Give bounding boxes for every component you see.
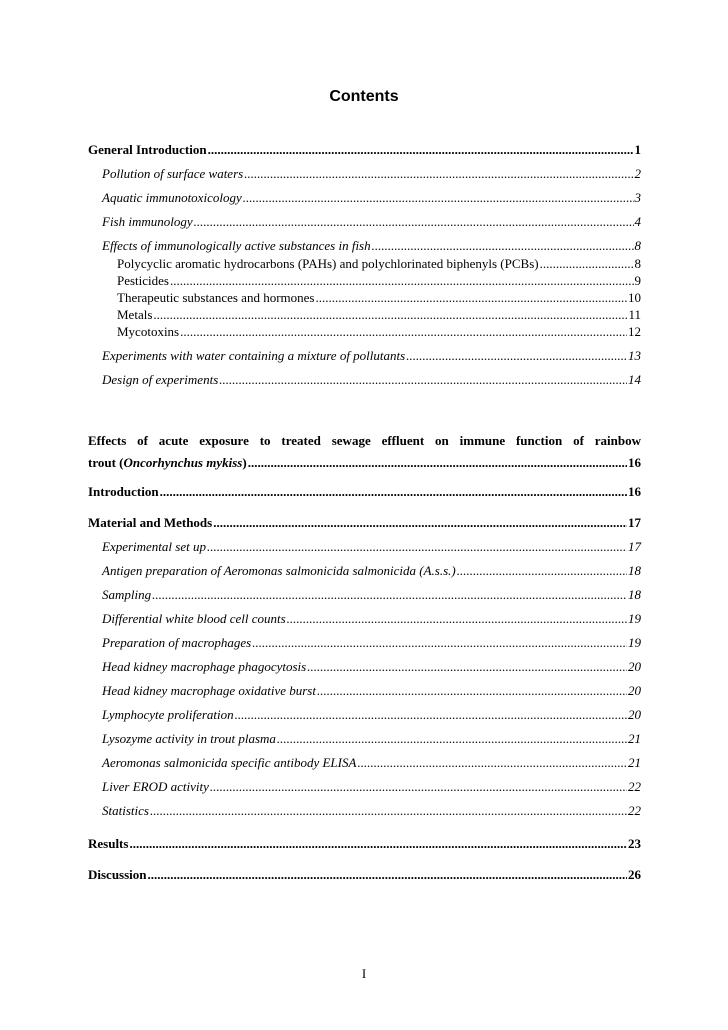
toc-entry-page: 8: [634, 256, 641, 271]
toc-entry-title: Aquatic immunotoxicology: [102, 190, 242, 205]
toc-chapter-heading[interactable]: [88, 430, 641, 474]
toc-entry-title: Material and Methods: [88, 515, 213, 530]
toc-leader-dots: [235, 707, 627, 723]
toc-entry-preparation-macrophages[interactable]: [102, 635, 641, 651]
toc-entry-lymphocyte-proliferation[interactable]: [102, 707, 641, 723]
toc-entry-page: 2: [634, 166, 641, 181]
toc-entry-page: 20: [628, 683, 641, 698]
toc-entry-pesticides[interactable]: [117, 273, 641, 289]
toc-entry-page: 1: [634, 142, 641, 157]
toc-entry-phagocytosis[interactable]: [102, 659, 641, 675]
toc-leader-dots: [152, 587, 627, 603]
toc-entry-page: 20: [628, 659, 641, 674]
toc-entry-page: 10: [628, 290, 641, 305]
toc-entry-title: General Introduction: [88, 142, 207, 157]
toc-entry-material-methods[interactable]: [88, 515, 641, 531]
toc-leader-dots: [207, 539, 627, 555]
toc-entry-title: Lymphocyte proliferation: [102, 707, 234, 722]
toc-entry-page: 18: [628, 563, 641, 578]
toc-entry-therapeutic-substances[interactable]: [117, 290, 641, 306]
toc-entry-title: Metals: [117, 307, 153, 322]
toc-entry-page: 16: [628, 455, 641, 470]
toc-leader-dots: [357, 755, 627, 771]
toc-leader-dots: [457, 563, 627, 579]
toc-entry-page: 8: [634, 238, 641, 253]
toc-entry-title: Head kidney macrophage phagocytosis: [102, 659, 307, 674]
toc-entry-metals[interactable]: [117, 307, 641, 323]
toc-entry-page: 17: [628, 539, 641, 554]
toc-leader-dots: [170, 273, 634, 289]
toc-leader-dots: [287, 611, 627, 627]
chapter-title-suffix: ): [242, 455, 247, 470]
toc-entry-title: Discussion: [88, 867, 147, 882]
toc-entry-page: 22: [628, 803, 641, 818]
toc-leader-dots: [243, 190, 634, 206]
toc-entry-fish-immunology[interactable]: [102, 214, 641, 230]
toc-leader-dots: [372, 238, 634, 254]
toc-entry-general-introduction[interactable]: [88, 142, 641, 158]
toc-entry-title: Introduction: [88, 484, 159, 499]
toc-entry-differential-counts[interactable]: [102, 611, 641, 627]
toc-entry-title: Liver EROD activity: [102, 779, 209, 794]
toc-leader-dots: [307, 659, 627, 675]
toc-leader-dots: [210, 779, 627, 795]
toc-entry-title: Results: [88, 836, 129, 851]
toc-entry-page: 26: [628, 867, 641, 882]
toc-entry-discussion[interactable]: [88, 867, 641, 883]
toc-entry-page: 21: [628, 731, 641, 746]
toc-leader-dots: [540, 256, 634, 272]
toc-entry-mycotoxins[interactable]: [117, 324, 641, 340]
toc-entry-sampling[interactable]: [102, 587, 641, 603]
toc-entry-statistics[interactable]: [102, 803, 641, 819]
chapter-title-line1: Effects of acute exposure to treated sewage effluent on immune function of rainbow: [88, 433, 641, 448]
toc-entry-page: 19: [628, 611, 641, 626]
toc-leader-dots: [406, 348, 627, 364]
toc-entry-title: Fish immunology: [102, 214, 193, 229]
toc-leader-dots: [148, 867, 627, 883]
toc-entry-page: 17: [628, 515, 641, 530]
toc-entry-page: 13: [628, 348, 641, 363]
toc-entry-title: Preparation of macrophages: [102, 635, 252, 650]
toc-entry-oxidative-burst[interactable]: [102, 683, 641, 699]
toc-entry-title: Statistics: [102, 803, 149, 818]
toc-entry-page: 18: [628, 587, 641, 602]
toc-entry-page: 20: [628, 707, 641, 722]
toc-leader-dots: [248, 452, 627, 474]
toc-leader-dots: [150, 803, 627, 819]
toc-entry-title: Pesticides: [117, 273, 169, 288]
toc-leader-dots: [213, 515, 627, 531]
toc-leader-dots: [252, 635, 627, 651]
toc-entry-title: Lysozyme activity in trout plasma: [102, 731, 276, 746]
toc-entry-page: 3: [634, 190, 641, 205]
toc-entry-results[interactable]: [88, 836, 641, 852]
toc-entry-title: Experimental set up: [102, 539, 206, 554]
toc-entry-mixture-experiments[interactable]: [102, 348, 641, 364]
toc-entry-title: Therapeutic substances and hormones: [117, 290, 315, 305]
chapter-title-prefix: trout (: [88, 455, 124, 470]
toc-leader-dots: [194, 214, 634, 230]
toc-entry-title: Differential white blood cell counts: [102, 611, 286, 626]
toc-leader-dots: [315, 290, 627, 306]
page-number: I: [361, 966, 367, 981]
toc-entry-title: Pollution of surface waters: [102, 166, 244, 181]
toc-entry-pollution[interactable]: [102, 166, 641, 182]
toc-entry-page: 14: [628, 372, 641, 387]
toc-leader-dots: [153, 307, 627, 323]
toc-entry-title: Design of experiments: [102, 372, 219, 387]
toc-leader-dots: [208, 142, 634, 158]
toc-entry-title: Antigen preparation of Aeromonas salmonicida salmonicida (A.s.s.): [102, 563, 456, 578]
toc-entry-design-experiments[interactable]: [102, 372, 641, 388]
toc-entry-page: 19: [628, 635, 641, 650]
toc-entry-pahs-pcbs[interactable]: [117, 256, 641, 272]
toc-entry-page: 4: [634, 214, 641, 229]
toc-entry-title: Polycyclic aromatic hydrocarbons (PAHs) and polychlorinated biphenyls (PCBs): [117, 256, 539, 271]
toc-entry-page: 9: [634, 273, 641, 288]
page-title: Contents: [329, 88, 399, 105]
toc-entry-title: Aeromonas salmonicida specific antibody ELISA: [102, 755, 357, 770]
toc-entry-page: 12: [628, 324, 641, 339]
toc-entry-title: Mycotoxins: [117, 324, 180, 339]
toc-entry-liver-erod[interactable]: [102, 779, 641, 795]
toc-entry-title: Experiments with water containing a mixture of pollutants: [102, 348, 406, 363]
toc-entry-page: 11: [628, 307, 641, 322]
toc-entry-introduction[interactable]: [88, 484, 641, 500]
toc-leader-dots: [219, 372, 627, 388]
toc-entry-lysozyme[interactable]: [102, 731, 641, 747]
toc-entry-page: 21: [628, 755, 641, 770]
toc-entry-antibody-elisa[interactable]: [102, 755, 641, 771]
toc-entry-page: 23: [628, 836, 641, 851]
chapter-title-species: Oncorhynchus mykiss: [123, 455, 243, 470]
toc-entry-title: Head kidney macrophage oxidative burst: [102, 683, 316, 698]
toc-entry-experimental-set-up[interactable]: [102, 539, 641, 555]
toc-leader-dots: [129, 836, 627, 852]
toc-leader-dots: [244, 166, 633, 182]
toc-leader-dots: [180, 324, 627, 340]
toc-entry-effects-substances[interactable]: [102, 238, 641, 254]
chapter-title-line2: [88, 452, 641, 474]
toc-entry-aquatic-immunotoxicology[interactable]: [102, 190, 641, 206]
toc-entry-page: 16: [628, 484, 641, 499]
toc-leader-dots: [277, 731, 627, 747]
toc-entry-antigen-preparation[interactable]: [102, 563, 641, 579]
toc-entry-title: Sampling: [102, 587, 152, 602]
toc-entry-page: 22: [628, 779, 641, 794]
toc-leader-dots: [160, 484, 627, 500]
toc-entry-title: Effects of immunologically active substances in fish: [102, 238, 371, 253]
toc-leader-dots: [317, 683, 627, 699]
